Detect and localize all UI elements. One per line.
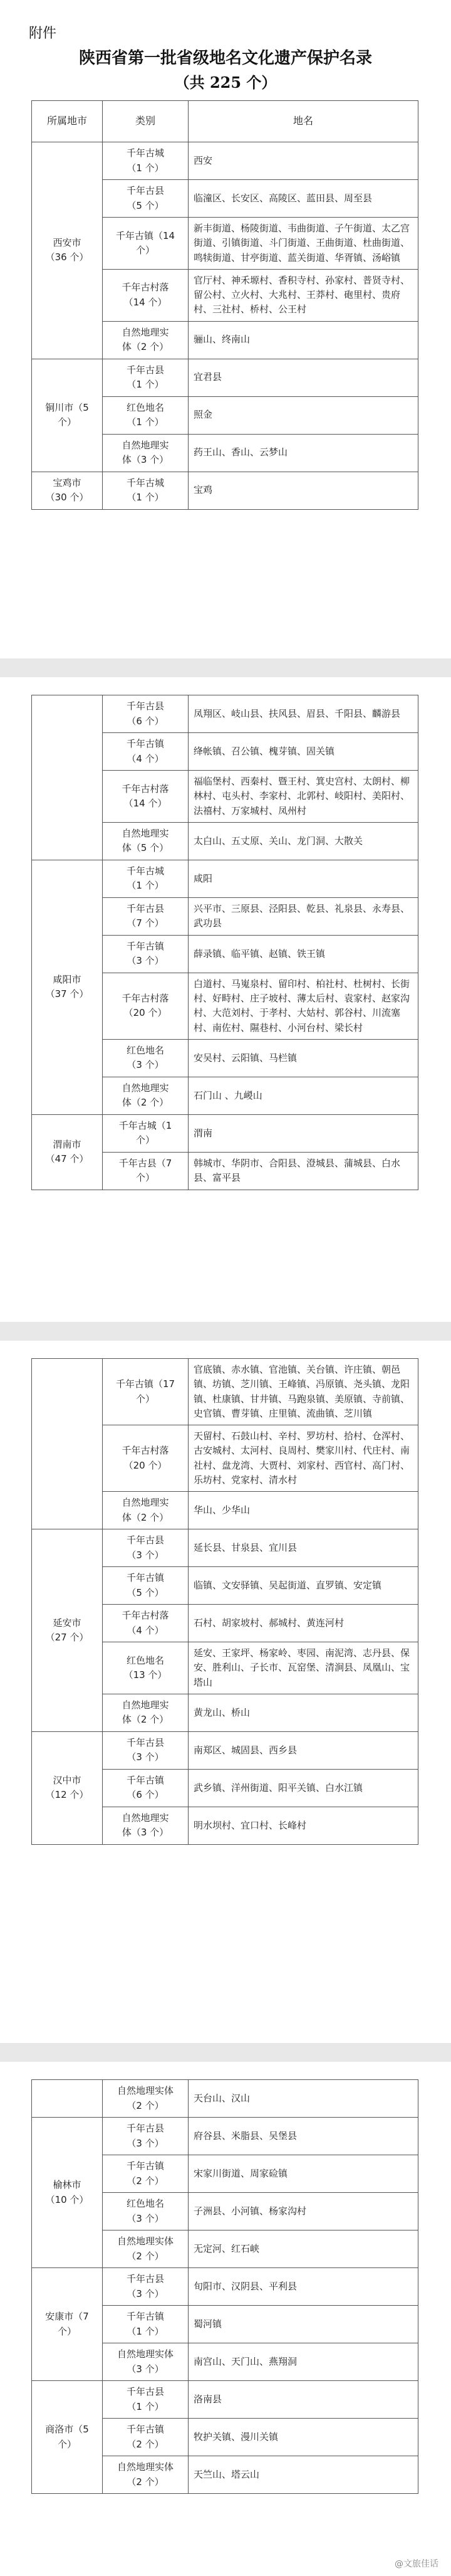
category-label: 千年古村落: [122, 993, 169, 1004]
city-cell: [32, 142, 103, 359]
category-cell: [103, 1359, 189, 1425]
city-label: 汉中市: [53, 1775, 81, 1786]
category-cell: [103, 1114, 189, 1152]
category-label: 自然地理实: [122, 1699, 169, 1711]
place-names-cell: 牧护关镇、漫川关镇: [189, 2419, 418, 2456]
category-cell: [103, 1039, 189, 1077]
place-names-cell: 华山、少华山: [189, 1492, 418, 1529]
category-label: （1 个）: [127, 416, 164, 428]
category-label: 体（3 个）: [122, 454, 169, 465]
place-names-cell: 骊山、终南山: [189, 321, 418, 359]
category-cell: [103, 2343, 189, 2381]
category-cell: [103, 860, 189, 897]
place-names-cell: 宋家川街道、周家硷镇: [189, 2155, 418, 2193]
category-label: （3 个）: [127, 1751, 164, 1763]
header-category: 类别: [103, 101, 189, 142]
city-label: （47 个）: [45, 1153, 89, 1165]
category-label: 千年古县: [126, 700, 164, 712]
category-label: 红色地名: [126, 401, 164, 413]
category-label: 千年古镇（17: [115, 1378, 175, 1390]
category-label: 自然地理实体: [117, 2085, 174, 2097]
category-label: （3 个）: [127, 2363, 164, 2375]
category-cell: [103, 1769, 189, 1807]
table-header-row: [32, 101, 418, 142]
category-cell: [103, 1605, 189, 1642]
category-label: （7 个）: [127, 917, 164, 929]
table-row: [32, 1529, 418, 1567]
category-cell: [103, 1152, 189, 1190]
category-cell: [103, 771, 189, 823]
category-label: 自然地理实: [122, 1812, 169, 1824]
place-names-cell: 黄龙山、桥山: [189, 1694, 418, 1731]
place-names-cell: 凤翔区、岐山县、扶风县、眉县、千阳县、麟游县: [189, 695, 418, 733]
category-label: （1 个）: [127, 162, 164, 174]
city-label: 铜川市（5: [45, 401, 89, 413]
city-label: 个）: [57, 2438, 76, 2450]
category-cell: [103, 472, 189, 509]
category-label: 千年古县: [126, 1534, 164, 1546]
category-label: 自然地理实: [122, 828, 169, 839]
category-label: （1 个）: [127, 2325, 164, 2337]
table-row: [32, 2268, 418, 2306]
category-label: 千年古镇: [126, 941, 164, 952]
place-names-cell: 渭南: [189, 1114, 418, 1152]
category-cell: [103, 935, 189, 973]
category-label: （3 个）: [127, 2288, 164, 2299]
city-label: 安康市（7: [45, 2311, 89, 2323]
table-row: [32, 2080, 418, 2118]
category-label: 体（5 个）: [122, 842, 169, 854]
category-label: 自然地理实体: [117, 2461, 174, 2473]
place-names-cell: 白道村、马嵬泉村、留印村、柏社村、杜树村、长街村、好畤村、庄子坡村、薄太后村、袁家村、赵家沟村、大范刘村、于孝村、大姑村、郭谷村、川流塞村、南佐村、隰巷村、小河台村、梁长村: [189, 973, 418, 1039]
category-label: （5 个）: [127, 199, 164, 211]
category-label: 自然地理实体: [117, 2348, 174, 2360]
category-label: （6 个）: [127, 715, 164, 727]
place-names-cell: 洛南县: [189, 2381, 418, 2419]
city-label: 个）: [57, 2325, 76, 2337]
place-names-cell: 绛帐镇、召公镇、槐芽镇、固关镇: [189, 733, 418, 771]
category-label: （20 个）: [123, 1007, 167, 1019]
place-names-cell: 药王山、香山、云梦山: [189, 434, 418, 472]
category-label: 千年古镇（14: [115, 230, 175, 241]
category-cell: [103, 1642, 189, 1694]
city-cell: [32, 2080, 103, 2118]
category-cell: [103, 269, 189, 321]
city-label: （12 个）: [45, 1789, 89, 1801]
category-label: 个）: [135, 244, 155, 256]
category-label: （2 个）: [127, 2250, 164, 2262]
category-label: （4 个）: [127, 1624, 164, 1636]
category-label: 个）: [135, 1393, 155, 1405]
category-cell: [103, 1425, 189, 1492]
category-cell: [103, 2230, 189, 2268]
city-cell: [32, 472, 103, 509]
place-names-cell: 官底镇、赤水镇、官池镇、关台镇、许庄镇、朝邑镇、坊镇、芝川镇、王峰镇、冯原镇、尧头镇、龙阳镇、杜康镇、甘井镇、马跑泉镇、美原镇、寺前镇、史官镇、曹芽镇、庄里镇、流曲镇、芝川镇: [189, 1359, 418, 1425]
category-label: 千年古城: [126, 477, 164, 488]
category-cell: [103, 1077, 189, 1114]
city-cell: [32, 2268, 103, 2381]
category-label: 体（2 个）: [122, 341, 169, 352]
city-label: （10 个）: [45, 2193, 89, 2205]
page-subtitle: （共 225 个）: [174, 73, 277, 92]
city-cell: [32, 1359, 103, 1529]
category-label: （3 个）: [127, 2137, 164, 2149]
place-names-cell: 天台山、汉山: [189, 2080, 418, 2118]
city-cell: [32, 1529, 103, 1732]
category-cell: [103, 1567, 189, 1605]
category-cell: [103, 2193, 189, 2230]
place-names-cell: 无定河、红石峡: [189, 2230, 418, 2268]
category-label: （1 个）: [127, 2400, 164, 2412]
heritage-table-page-3: [31, 1358, 418, 1845]
place-names-cell: 兴平市、三原县、泾阳县、乾县、礼泉县、永寿县、武功县: [189, 897, 418, 935]
page-title: 陕西省第一批省级地名文化遗产保护名录: [78, 49, 372, 68]
category-label: 自然地理实: [122, 1497, 169, 1509]
category-cell: [103, 2155, 189, 2193]
city-label: 延安市: [53, 1617, 81, 1628]
place-names-cell: 延长县、甘泉县、宜川县: [189, 1529, 418, 1567]
category-label: （3 个）: [127, 955, 164, 967]
place-names-cell: 延安、王家坪、杨家岭、枣园、南泥湾、志丹县、保安、胜利山、子长市、瓦窑堡、清涧县、凤凰山、宝塔山: [189, 1642, 418, 1694]
category-label: 千年古县: [126, 185, 164, 197]
category-label: 个）: [135, 1134, 155, 1146]
category-label: （14 个）: [123, 797, 167, 809]
place-names-cell: 明水坝村、宜口村、长峰村: [189, 1807, 418, 1844]
place-names-cell: 宜君县: [189, 359, 418, 396]
city-cell: [32, 860, 103, 1114]
page-1: [0, 0, 451, 658]
table-row: [32, 1359, 418, 1425]
category-label: （4 个）: [127, 752, 164, 764]
city-label: （30 个）: [45, 492, 89, 503]
city-cell: [32, 695, 103, 860]
place-names-cell: 西安: [189, 142, 418, 180]
category-label: 红色地名: [126, 2198, 164, 2210]
category-label: 体（2 个）: [122, 1511, 169, 1523]
category-cell: [103, 2306, 189, 2343]
category-cell: [103, 359, 189, 396]
category-cell: [103, 396, 189, 434]
table-row: [32, 860, 418, 897]
category-cell: [103, 2268, 189, 2306]
place-names-cell: 太白山、五丈原、关山、龙门洞、大散关: [189, 822, 418, 860]
city-cell: [32, 2381, 103, 2494]
page-separator: [0, 658, 451, 677]
city-label: （37 个）: [45, 988, 89, 1000]
page-3: [0, 1341, 451, 2043]
category-label: 千年古县: [126, 364, 164, 376]
table-row: [32, 1114, 418, 1152]
place-names-cell: 照金: [189, 396, 418, 434]
category-label: （14 个）: [123, 296, 167, 308]
table-row: [32, 472, 418, 509]
category-label: 千年古镇: [126, 738, 164, 750]
category-label: 千年古县（7: [118, 1158, 172, 1169]
table-row: [32, 2381, 418, 2419]
annex-label: 附件: [29, 26, 57, 41]
category-cell: [103, 1694, 189, 1731]
table-row: [32, 1731, 418, 1769]
city-cell: [32, 1114, 103, 1190]
category-label: 红色地名: [126, 1654, 164, 1666]
category-label: 自然地理实: [122, 439, 169, 451]
header-city: 所属地市: [32, 101, 103, 142]
place-names-cell: 南郑区、城固县、西乡县: [189, 1731, 418, 1769]
page-separator: [0, 1322, 451, 1341]
category-label: 千年古县: [126, 2273, 164, 2285]
category-label: （3 个）: [127, 1059, 164, 1071]
city-label: （36 个）: [45, 251, 89, 263]
category-cell: [103, 2118, 189, 2155]
category-label: （1 个）: [127, 880, 164, 892]
place-names-cell: 临潼区、长安区、高陵区、蓝田县、周至县: [189, 180, 418, 218]
place-names-cell: 天留村、石鼓山村、辛村、罗坊村、拾村、仓浑村、古安城村、太河村、良周村、樊家川村、代庄村、南社村、盘龙湾、大贾村、刘家村、西官村、高门村、乐坊村、党家村、清水村: [189, 1425, 418, 1492]
place-names-cell: 薛录镇、临平镇、赵镇、铁王镇: [189, 935, 418, 973]
category-cell: [103, 2080, 189, 2118]
page-separator: [0, 2043, 451, 2062]
city-cell: [32, 2118, 103, 2268]
category-label: 千年古城: [126, 865, 164, 877]
category-label: 千年古镇: [126, 2160, 164, 2172]
header-names: 地名: [189, 101, 418, 142]
page-2: [0, 677, 451, 1322]
category-cell: [103, 434, 189, 472]
category-label: 千年古村落: [122, 1445, 169, 1457]
city-label: 西安市: [53, 237, 81, 248]
category-label: 自然地理实体: [117, 2236, 174, 2247]
category-label: 千年古镇: [126, 2424, 164, 2436]
category-cell: [103, 897, 189, 935]
place-names-cell: 府谷县、米脂县、吴堡县: [189, 2118, 418, 2155]
category-label: 千年古村落: [122, 282, 169, 293]
place-names-cell: 新丰街道、杨陵街道、韦曲街道、子午街道、太乙宫街道、引镇街道、斗门街道、王曲街道、杜曲街道、鸣犊街道、甘亭街道、蓝关街道、华胥镇、汤峪镇: [189, 218, 418, 270]
category-label: 红色地名: [126, 1045, 164, 1056]
place-names-cell: 韩城市、华阴市、合阳县、澄城县、蒲城县、白水县、富平县: [189, 1152, 418, 1190]
category-label: 体（2 个）: [122, 1714, 169, 1726]
heritage-table-page-1: [31, 100, 418, 510]
city-label: 榆林市: [53, 2179, 81, 2191]
place-names-cell: 宝鸡: [189, 472, 418, 509]
category-label: 千年古镇: [126, 1775, 164, 1786]
city-label: 个）: [57, 416, 76, 428]
category-label: 千年古村落: [122, 1610, 169, 1622]
table-row: [32, 2118, 418, 2155]
table-row: [32, 142, 418, 180]
category-label: 千年古县: [126, 2386, 164, 2398]
place-names-cell: 石门山 、九嵕山: [189, 1077, 418, 1114]
category-label: （1 个）: [127, 379, 164, 390]
heritage-table-page-4: [31, 2079, 418, 2494]
category-cell: [103, 733, 189, 771]
category-cell: [103, 822, 189, 860]
category-label: （2 个）: [127, 2175, 164, 2187]
category-label: 千年古镇: [126, 2311, 164, 2323]
category-label: （2 个）: [127, 2099, 164, 2111]
category-label: （20 个）: [123, 1459, 167, 1471]
category-cell: [103, 321, 189, 359]
category-label: 千年古县: [126, 1737, 164, 1748]
place-names-cell: 福临堡村、西秦村、暨王村、箕史宫村、太朗村、柳林村、屯头村、李家村、北郭村、岐阳村、美阳村、法禧村、万家城村、凤州村: [189, 771, 418, 823]
category-cell: [103, 2381, 189, 2419]
category-cell: [103, 2419, 189, 2456]
place-names-cell: 石村、胡家坡村、郝城村、黄连河村: [189, 1605, 418, 1642]
table-row: [32, 695, 418, 733]
category-label: （3 个）: [127, 2212, 164, 2224]
category-label: 千年古城（1: [118, 1120, 172, 1131]
category-label: 自然地理实: [122, 326, 169, 338]
place-names-cell: 官厅村、神禾塬村、香积寺村、孙家村、普贤寺村、留公村、立火村、大兆村、王莽村、砲里村、贵府村、三社村、桥村、公王村: [189, 269, 418, 321]
watermark: @文旅佳话: [395, 2559, 438, 2569]
heritage-table-page-2: [31, 695, 418, 1190]
category-cell: [103, 2456, 189, 2494]
city-cell: [32, 1731, 103, 1844]
page-4: [0, 2062, 451, 2576]
category-label: 千年古城: [126, 147, 164, 159]
category-label: （1 个）: [127, 492, 164, 503]
category-cell: [103, 1807, 189, 1844]
category-cell: [103, 142, 189, 180]
place-names-cell: 蜀河镇: [189, 2306, 418, 2343]
category-cell: [103, 1492, 189, 1529]
category-cell: [103, 973, 189, 1039]
city-label: 咸阳市: [53, 974, 81, 985]
place-names-cell: 子洲县、小河镇、杨家沟村: [189, 2193, 418, 2230]
category-label: 千年古村落: [122, 783, 169, 794]
category-label: 体（2 个）: [122, 1097, 169, 1109]
place-names-cell: 天竺山、塔云山: [189, 2456, 418, 2494]
city-label: 商洛市（5: [45, 2424, 89, 2436]
category-cell: [103, 1731, 189, 1769]
place-names-cell: 临镇、文安驿镇、吴起街道、直罗镇、安定镇: [189, 1567, 418, 1605]
category-cell: [103, 180, 189, 218]
city-label: 渭南市: [53, 1139, 81, 1150]
city-label: （27 个）: [45, 1631, 89, 1643]
category-label: （3 个）: [127, 1549, 164, 1561]
category-label: （6 个）: [127, 1789, 164, 1801]
category-cell: [103, 218, 189, 270]
place-names-cell: 武乡镇、洋州街道、阳平关镇、白水江镇: [189, 1769, 418, 1807]
place-names-cell: 旬阳市、汉阴县、平利县: [189, 2268, 418, 2306]
category-label: 体（3 个）: [122, 1827, 169, 1839]
category-cell: [103, 1529, 189, 1567]
place-names-cell: 安吴村、云阳镇、马栏镇: [189, 1039, 418, 1077]
category-label: 自然地理实: [122, 1082, 169, 1094]
category-label: 千年古县: [126, 903, 164, 914]
city-cell: [32, 359, 103, 472]
category-label: （5 个）: [127, 1586, 164, 1598]
category-label: （2 个）: [127, 2476, 164, 2488]
category-label: （13 个）: [123, 1669, 167, 1681]
place-names-cell: 咸阳: [189, 860, 418, 897]
city-label: 宝鸡市: [53, 477, 81, 488]
category-cell: [103, 695, 189, 733]
category-label: （2 个）: [127, 2438, 164, 2450]
category-label: 个）: [135, 1172, 155, 1184]
category-label: 千年古镇: [126, 1572, 164, 1584]
category-label: 千年古县: [126, 2123, 164, 2135]
table-row: [32, 359, 418, 396]
place-names-cell: 南宫山、天门山、燕翔洞: [189, 2343, 418, 2381]
